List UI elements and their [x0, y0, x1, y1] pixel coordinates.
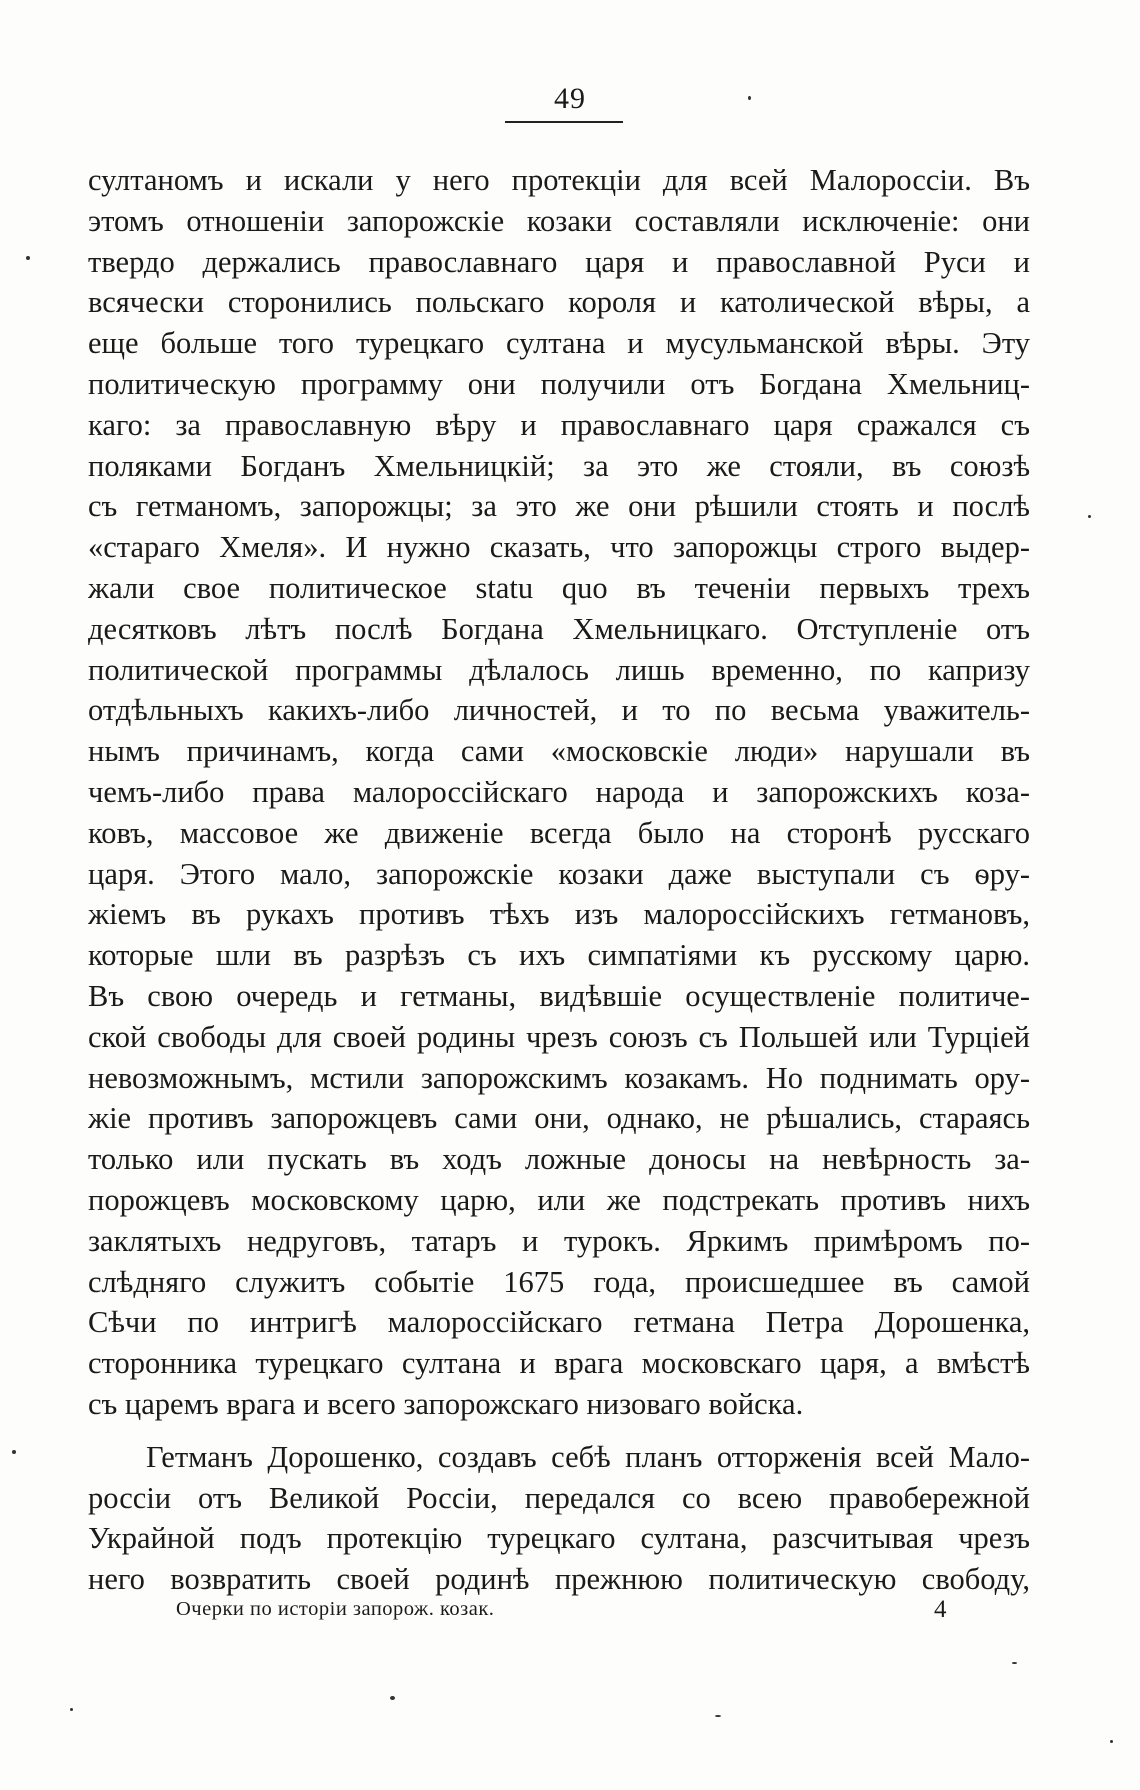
text-line: Гетманъ Дорошенко, создавъ себѣ планъ отторженія всей Мало-: [146, 1439, 1030, 1474]
print-speck: [12, 1450, 16, 1454]
text-line: твердо держались православнаго царя и православной Руси и: [88, 244, 1030, 279]
body-text: [88, 160, 1030, 1600]
text-line: чемъ-либо права малороссійскаго народа и запорожскихъ коза-: [88, 774, 1030, 809]
text-line: политической программы дѣлалось лишь временно, по капризу: [88, 652, 1030, 687]
text-line: заклятыхъ недруговъ, татаръ и турокъ. Яркимъ примѣромъ по-: [88, 1223, 1030, 1258]
text-line: него возвратить своей родинѣ прежнюю политическую свободу,: [88, 1562, 1030, 1597]
footer-sheet-number: 4: [934, 1596, 947, 1623]
text-line: ковъ, массовое же движеніе всегда было на сторонѣ русскаго: [88, 815, 1030, 850]
print-speck: [26, 256, 30, 260]
print-speck: [1012, 1662, 1017, 1664]
text-line: слѣдняго служитъ событіе 1675 года, происшедшее въ самой: [88, 1264, 1030, 1299]
text-line: Въ свою очередь и гетманы, видѣвшіе осуществленіе политиче-: [88, 978, 1030, 1013]
print-speck: [715, 1715, 721, 1717]
print-speck: [1110, 1740, 1113, 1743]
print-speck: [390, 1696, 395, 1700]
print-speck: [1088, 515, 1091, 518]
page-number: 49: [554, 82, 586, 115]
print-speck: [70, 1708, 73, 1711]
text-line: Украйной подъ протекцію турецкаго султана, разсчитывая чрезъ: [88, 1521, 1030, 1556]
text-line: съ царемъ врага и всего запорожскаго низоваго войска.: [88, 1386, 804, 1421]
text-line: всячески сторонились польскаго короля и католической вѣры, а: [88, 285, 1030, 320]
text-line: порожцевъ московскому царю, или же подстрекать противъ нихъ: [88, 1182, 1030, 1217]
text-line: невозможнымъ, мстили запорожскимъ козакамъ. Но поднимать ору-: [88, 1060, 1030, 1095]
text-line: жали свое политическое statu quo въ теченіи первыхъ трехъ: [88, 570, 1030, 605]
text-line: только или пускать въ ходъ ложные доносы на невѣрность за-: [88, 1142, 1030, 1177]
text-line: этомъ отношеніи запорожскіе козаки составляли исключеніе: они: [88, 203, 1030, 238]
text-line: десятковъ лѣтъ послѣ Богдана Хмельницкаго. Отступленіе отъ: [88, 611, 1030, 646]
footer-signature: Очерки по исторіи запорож. козак.: [176, 1598, 495, 1620]
text-line: сторонника турецкаго султана и врага московскаго царя, а вмѣстѣ: [88, 1346, 1030, 1381]
text-line: отдѣльныхъ какихъ-либо личностей, и то по весьма уважитель-: [88, 693, 1030, 728]
text-line: ской свободы для своей родины чрезъ союзъ съ Польшей или Турціей: [88, 1019, 1030, 1054]
text-line: россіи отъ Великой Россіи, передался со всею правобережной: [88, 1480, 1030, 1515]
text-line: Сѣчи по интригѣ малороссійскаго гетмана Петра Дорошенка,: [88, 1305, 1030, 1340]
print-speck: [748, 96, 751, 100]
text-line: жіе противъ запорожцевъ сами они, однако, не рѣшались, стараясь: [88, 1101, 1030, 1136]
text-line: поляками Богданъ Хмельницкій; за это же стояли, въ союзѣ: [88, 448, 1030, 483]
text-line: нымъ причинамъ, когда сами «московскіе люди» нарушали въ: [88, 734, 1030, 769]
page-number-rule: [505, 121, 623, 123]
text-line: политическую программу они получили отъ Богдана Хмельниц-: [88, 366, 1030, 401]
text-line: царя. Этого мало, запорожскіе козаки даже выступали съ ѳру-: [88, 856, 1030, 891]
text-line: съ гетманомъ, запорожцы; за это же они рѣшили стоять и послѣ: [88, 489, 1030, 524]
paragraph-gap: [88, 1425, 1030, 1437]
text-line: еще больше того турецкаго султана и мусульманской вѣры. Эту: [88, 326, 1030, 361]
text-line: которые шли въ разрѣзъ съ ихъ симпатіями къ русскому царю.: [88, 938, 1030, 973]
text-line: «стараго Хмеля». И нужно сказать, что запорожцы строго выдер-: [88, 530, 1030, 565]
text-line: каго: за православную вѣру и православнаго царя сражался съ: [88, 407, 1030, 442]
text-line: султаномъ и искали у него протекціи для всей Малороссіи. Въ: [88, 163, 1030, 197]
text-line: жіемъ въ рукахъ противъ тѣхъ изъ малороссійскихъ гетмановъ,: [88, 897, 1030, 932]
